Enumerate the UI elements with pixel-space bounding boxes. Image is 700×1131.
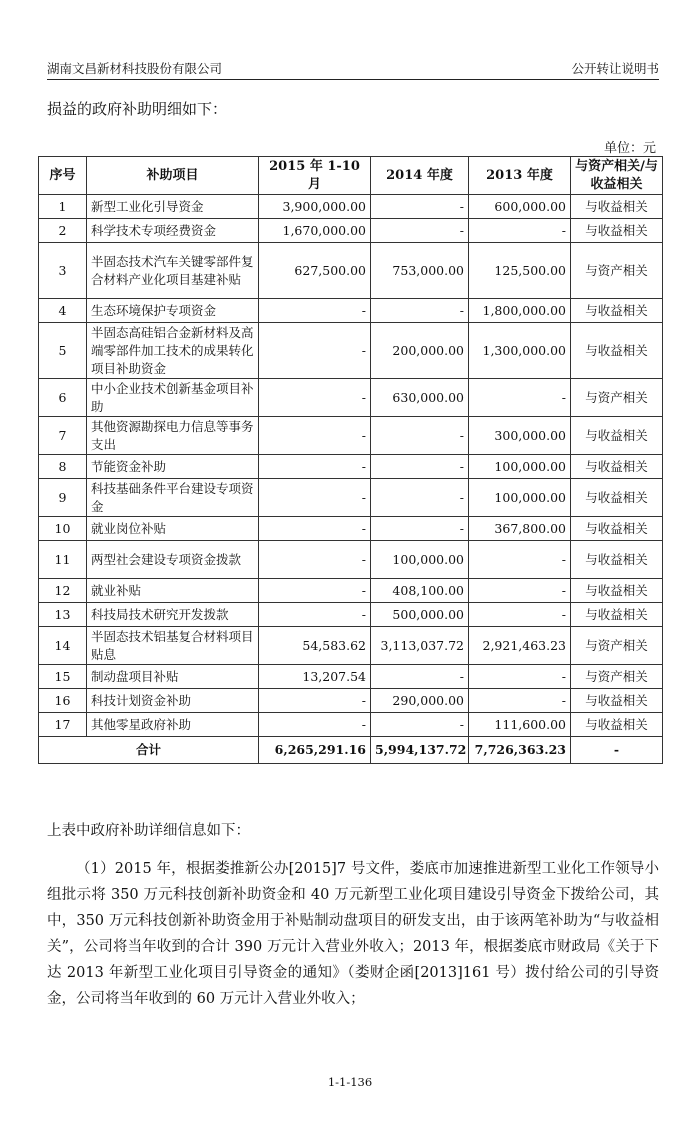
- row-category: 与收益相关: [571, 299, 663, 323]
- row-category: 与收益相关: [571, 579, 663, 603]
- row-seq: 7: [39, 417, 87, 455]
- row-2013: 1,300,000.00: [469, 323, 571, 379]
- row-category: 与收益相关: [571, 689, 663, 713]
- total-category: -: [571, 737, 663, 764]
- row-2013: 300,000.00: [469, 417, 571, 455]
- row-2015: 627,500.00: [259, 243, 371, 299]
- col-item: 补助项目: [87, 157, 259, 195]
- row-item-name: 科技基础条件平台建设专项资金: [87, 479, 259, 517]
- row-category: 与收益相关: [571, 323, 663, 379]
- company-name: 湖南文昌新材科技股份有限公司: [47, 61, 223, 76]
- row-2014: 200,000.00: [371, 323, 469, 379]
- total-2015: 6,265,291.16: [259, 737, 371, 764]
- total-row: [39, 737, 663, 764]
- row-item-name: 其他零星政府补助: [87, 713, 259, 737]
- row-2014: -: [371, 713, 469, 737]
- row-2013: 600,000.00: [469, 195, 571, 219]
- total-2014: 5,994,137.72: [371, 737, 469, 764]
- row-category: 与收益相关: [571, 713, 663, 737]
- row-2014: -: [371, 195, 469, 219]
- row-2014: 3,113,037.72: [371, 627, 469, 665]
- row-2015: -: [259, 323, 371, 379]
- row-item-name: 半固态技术铝基复合材料项目贴息: [87, 627, 259, 665]
- row-2014: -: [371, 455, 469, 479]
- table-row: [39, 713, 663, 737]
- total-label: 合计: [39, 737, 259, 764]
- row-item-name: 两型社会建设专项资金拨款: [87, 541, 259, 579]
- row-2013: 111,600.00: [469, 713, 571, 737]
- table-row: [39, 603, 663, 627]
- table-row: [39, 243, 663, 299]
- page-header: [47, 57, 659, 80]
- row-2015: 1,670,000.00: [259, 219, 371, 243]
- row-item-name: 制动盘项目补贴: [87, 665, 259, 689]
- row-2014: -: [371, 479, 469, 517]
- row-2014: 408,100.00: [371, 579, 469, 603]
- row-2014: -: [371, 665, 469, 689]
- table-row: [39, 665, 663, 689]
- row-seq: 3: [39, 243, 87, 299]
- row-2013: -: [469, 379, 571, 417]
- row-category: 与收益相关: [571, 479, 663, 517]
- paragraph-summary: 上表中政府补助详细信息如下：: [47, 823, 250, 839]
- row-2015: -: [259, 455, 371, 479]
- row-seq: 13: [39, 603, 87, 627]
- col-category: 与资产相关/与收益相关: [571, 157, 663, 195]
- row-category: 与收益相关: [571, 603, 663, 627]
- row-seq: 4: [39, 299, 87, 323]
- row-2015: -: [259, 517, 371, 541]
- row-seq: 12: [39, 579, 87, 603]
- row-category: 与收益相关: [571, 219, 663, 243]
- row-category: 与收益相关: [571, 417, 663, 455]
- subsidy-table: [38, 156, 663, 764]
- table-row: [39, 299, 663, 323]
- col-2014: 2014 年度: [371, 157, 469, 195]
- row-2013: -: [469, 579, 571, 603]
- row-2014: -: [371, 517, 469, 541]
- row-2015: -: [259, 379, 371, 417]
- table-row: [39, 479, 663, 517]
- row-2013: -: [469, 665, 571, 689]
- row-2013: -: [469, 689, 571, 713]
- row-category: 与资产相关: [571, 627, 663, 665]
- table-header-row: [39, 157, 663, 195]
- row-item-name: 节能资金补助: [87, 455, 259, 479]
- row-2015: 54,583.62: [259, 627, 371, 665]
- row-category: 与资产相关: [571, 379, 663, 417]
- table-row: [39, 455, 663, 479]
- row-seq: 14: [39, 627, 87, 665]
- row-item-name: 就业补贴: [87, 579, 259, 603]
- row-2015: -: [259, 417, 371, 455]
- row-2013: -: [469, 603, 571, 627]
- col-seq: 序号: [39, 157, 87, 195]
- total-2013: 7,726,363.23: [469, 737, 571, 764]
- row-seq: 10: [39, 517, 87, 541]
- row-2015: -: [259, 541, 371, 579]
- row-item-name: 科技计划资金补助: [87, 689, 259, 713]
- row-2015: 13,207.54: [259, 665, 371, 689]
- row-category: 与收益相关: [571, 195, 663, 219]
- row-category: 与收益相关: [571, 517, 663, 541]
- col-2015: 2015 年 1-10 月: [259, 157, 371, 195]
- table-row: [39, 579, 663, 603]
- row-item-name: 科技局技术研究开发拨款: [87, 603, 259, 627]
- row-seq: 2: [39, 219, 87, 243]
- table-row: [39, 517, 663, 541]
- row-2014: 500,000.00: [371, 603, 469, 627]
- row-item-name: 新型工业化引导资金: [87, 195, 259, 219]
- row-2015: 3,900,000.00: [259, 195, 371, 219]
- row-2014: 630,000.00: [371, 379, 469, 417]
- row-2015: -: [259, 299, 371, 323]
- row-2014: 290,000.00: [371, 689, 469, 713]
- row-2013: 2,921,463.23: [469, 627, 571, 665]
- table-row: [39, 417, 663, 455]
- row-item-name: 科学技术专项经费资金: [87, 219, 259, 243]
- row-2015: -: [259, 479, 371, 517]
- row-category: 与资产相关: [571, 243, 663, 299]
- unit-label: 单位：元: [603, 141, 656, 156]
- row-2014: -: [371, 219, 469, 243]
- intro-text: 损益的政府补助明细如下：: [47, 100, 228, 118]
- row-seq: 8: [39, 455, 87, 479]
- paragraph-detail-1: （1）2015 年，根据娄推新公办[2015]7 号文件，娄底市加速推进新型工业化工作领导小组批示将 350 万元科技创新补助资金和 40 万元新型工业化项目建设引导资金下拨给公司，其中，350 万元科技创新补助资金用于补贴制动盘项目的研发支出，由于该两笔补助为“与收益相关”，公司将当年收到的合计 390 万元计入营业外收入；2013 年，根据娄底市财政局《关于下达 2013 年新型工业化项目引导资金的通知》（娄财企函[2013]161 号）拨付给公司的引导资金，公司将当年收到的 60 万元计入营业外收入；: [47, 861, 659, 1007]
- row-seq: 9: [39, 479, 87, 517]
- col-2013: 2013 年度: [469, 157, 571, 195]
- row-item-name: 生态环境保护专项资金: [87, 299, 259, 323]
- table-row: [39, 627, 663, 665]
- row-2015: -: [259, 603, 371, 627]
- row-2013: 125,500.00: [469, 243, 571, 299]
- row-seq: 16: [39, 689, 87, 713]
- row-2015: -: [259, 713, 371, 737]
- document-title: 公开转让说明书: [571, 61, 659, 76]
- table-row: [39, 689, 663, 713]
- row-item-name: 其他资源勘探电力信息等事务支出: [87, 417, 259, 455]
- table-row: [39, 323, 663, 379]
- row-2013: -: [469, 219, 571, 243]
- table-row: [39, 219, 663, 243]
- row-2015: -: [259, 579, 371, 603]
- row-seq: 1: [39, 195, 87, 219]
- row-item-name: 就业岗位补贴: [87, 517, 259, 541]
- row-2014: -: [371, 299, 469, 323]
- table-row: [39, 379, 663, 417]
- row-2013: -: [469, 541, 571, 579]
- row-2014: -: [371, 417, 469, 455]
- row-seq: 17: [39, 713, 87, 737]
- row-seq: 15: [39, 665, 87, 689]
- row-2013: 100,000.00: [469, 455, 571, 479]
- row-2013: 367,800.00: [469, 517, 571, 541]
- page-number: 1-1-136: [327, 1075, 373, 1089]
- row-seq: 6: [39, 379, 87, 417]
- row-category: 与收益相关: [571, 541, 663, 579]
- row-2014: 100,000.00: [371, 541, 469, 579]
- row-2013: 1,800,000.00: [469, 299, 571, 323]
- row-item-name: 半固态技术汽车关键零部件复合材料产业化项目基建补贴: [87, 243, 259, 299]
- row-item-name: 半固态高硅铝合金新材料及高端零部件加工技术的成果转化项目补助资金: [87, 323, 259, 379]
- row-seq: 5: [39, 323, 87, 379]
- row-2014: 753,000.00: [371, 243, 469, 299]
- row-seq: 11: [39, 541, 87, 579]
- row-item-name: 中小企业技术创新基金项目补助: [87, 379, 259, 417]
- row-category: 与收益相关: [571, 455, 663, 479]
- table-row: [39, 541, 663, 579]
- row-2013: 100,000.00: [469, 479, 571, 517]
- table-row: [39, 195, 663, 219]
- row-category: 与资产相关: [571, 665, 663, 689]
- row-2015: -: [259, 689, 371, 713]
